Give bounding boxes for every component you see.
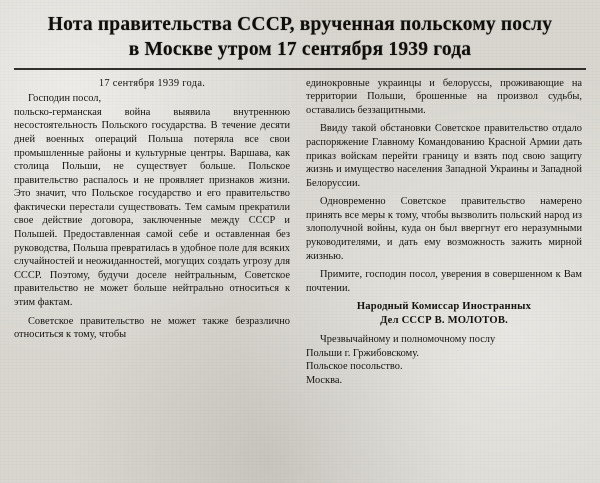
addressee-line-1: Чрезвычайному и полномочному послу — [320, 333, 496, 345]
horizontal-rule — [14, 68, 586, 70]
left-paragraph-1: польско-германская война выявила внутреннюю несостоятельность Польского государства. В течение десяти дней военных операций Польша потеряла все свои промышленные районы и культурные центры. Варшава, как столица Польши, не существует больше. Польское правительство распалось и не проявляет признаков жизни. Это значит, что Польское государство и его правительство фактически перестали существовать. Тем самым прекратили свое действие договора, заключенные между СССР и Польшей. Предоставленная самой себе и оставленная без руководства, Польша превратилась в удобное поле для всяких случайностей и неожиданностей, могущих создать угрозу для СССР. Поэтому, будучи доселе нейтральным, Советское правительство не может больше нейтрально относиться к этим фактам. — [14, 106, 290, 308]
addressee-line-3: Польское посольство. — [306, 361, 403, 373]
left-column — [14, 77, 290, 342]
date-line: 17 сентября 1939 года. — [98, 77, 206, 89]
signature-line-1: Народный Комиссар Иностранных — [356, 301, 532, 313]
article-columns — [14, 77, 586, 388]
right-paragraph-1-continuation: единокровные украинцы и белоруссы, проживающие на территории Польши, брошенные на произвол судьбы, оставались беззащитными. — [306, 77, 582, 116]
right-paragraph-2: Ввиду такой обстановки Советское правительство отдало распоряжение Главному Командованию Красной Армии дать приказ войскам перейти границу и взять под свою защиту жизнь и имущество населения Западной Украины и Западной Белоруссии. — [306, 123, 582, 189]
right-column — [306, 77, 582, 388]
headline-line-2: в Москве утром 17 сентября 1939 года — [128, 39, 472, 61]
addressee-line-2: Польши г. Гржибовскому. — [306, 347, 419, 359]
signature-block — [306, 300, 582, 328]
salutation: Господин посол, — [28, 93, 102, 105]
signature-line-2: Дел СССР В. МОЛОТОВ. — [380, 315, 508, 327]
page-title — [18, 12, 582, 63]
addressee-line-4: Москва. — [306, 375, 343, 387]
headline-line-1: Нота правительства СССР, врученная польскому послу — [47, 14, 553, 35]
left-paragraph-2: Советское правительство не может также безразлично относиться к тому, чтобы — [14, 315, 290, 341]
right-paragraph-3: Одновременно Советское правительство намерено принять все меры к тому, чтобы вызволить польский народ из злополучной войны, куда он был ввергнут его неразумными руководителями, и дать ему возможность зажить мирной жизнью. — [306, 196, 582, 262]
right-paragraph-4: Примите, господин посол, уверения в совершенном к Вам почтении. — [306, 269, 582, 294]
addressee-block — [306, 333, 582, 388]
